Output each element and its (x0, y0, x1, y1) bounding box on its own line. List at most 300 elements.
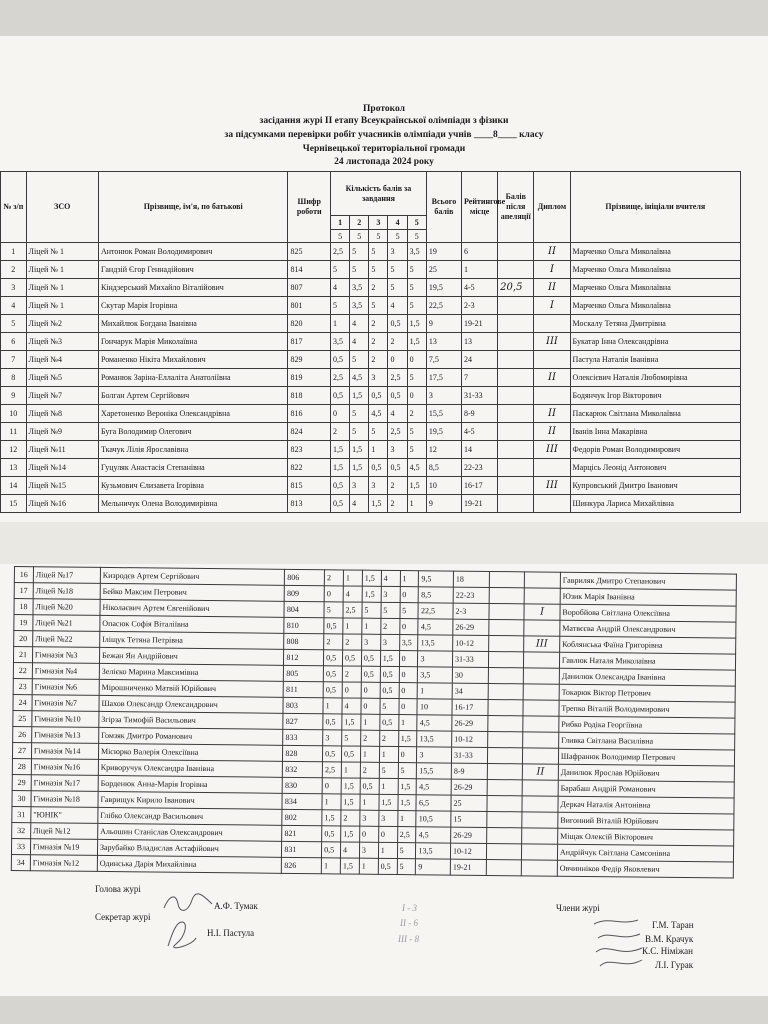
doc-date: 24 листопада 2024 року (334, 157, 434, 167)
row-diploma (522, 844, 558, 860)
row-score: 1 (343, 618, 362, 634)
row-total: 9 (416, 859, 451, 875)
row-diploma: І (534, 297, 570, 315)
row-score: 1,5 (342, 714, 361, 730)
results-body-page2 (11, 567, 736, 879)
row-score: 1 (362, 618, 381, 634)
col-scores: Кількість балів за завдання (331, 172, 427, 216)
row-num: 14 (1, 477, 27, 495)
row-rank: 1 (461, 261, 497, 279)
row-diploma: ІІ (534, 243, 570, 261)
row-rank: 14 (461, 441, 497, 459)
row-teacher: Коблянська Фаїна Григорівна (560, 636, 736, 654)
row-diploma (522, 828, 558, 844)
row-teacher: Федорів Роман Володимирович (570, 441, 740, 459)
row-total: 3 (418, 651, 453, 667)
row-score: 0,5 (388, 387, 407, 405)
row-teacher: Вигонний Віталій Юрійович (558, 812, 734, 830)
row-num: 23 (13, 678, 32, 694)
row-score: 0 (361, 698, 380, 714)
row-total: 15,5 (426, 405, 461, 423)
secretary-signature (162, 916, 200, 952)
row-name: Гуцуляк Анастасія Степанівна (98, 459, 288, 477)
row-code: 834 (282, 793, 322, 809)
row-diploma: ІІІ (534, 441, 570, 459)
row-num: 26 (13, 726, 32, 742)
row-score: 1,5 (407, 315, 426, 333)
row-school: Ліцей №5 (26, 369, 98, 387)
task-max: 5 (369, 230, 388, 243)
row-score: 1,5 (398, 779, 417, 795)
row-appeal (488, 619, 524, 635)
row-score: 3 (380, 634, 399, 650)
row-score: 1,5 (350, 441, 369, 459)
row-diploma (534, 387, 570, 405)
row-total: 4,5 (417, 779, 452, 795)
results-table-page2 (11, 566, 737, 879)
member-name: К.С. Нiмiжан (642, 946, 693, 956)
col-name: Прізвище, ім'я, по батькові (98, 172, 288, 243)
row-teacher: Токарюк Віктор Петрович (559, 684, 735, 702)
row-score: 3 (381, 586, 400, 602)
row-school: Ліцей №16 (26, 495, 98, 513)
row-teacher: Марченко Ольга Миколаївна (570, 279, 740, 297)
row-score: 5 (350, 423, 369, 441)
row-code: 832 (283, 761, 323, 777)
row-score: 0,5 (380, 714, 399, 730)
row-score: 0 (407, 351, 426, 369)
row-score: 4 (350, 315, 369, 333)
row-teacher: Андрійчук Світлана Самсонівна (557, 844, 733, 862)
row-score: 5 (388, 279, 407, 297)
row-score: 2 (388, 495, 407, 513)
row-code: 827 (283, 713, 323, 729)
row-school: Гімназія №10 (32, 711, 99, 728)
row-total: 4,5 (417, 715, 452, 731)
row-score: 2 (331, 423, 350, 441)
row-score: 1 (359, 858, 378, 874)
row-code: 826 (282, 857, 322, 873)
row-score: 1 (360, 746, 379, 762)
row-score: 5 (379, 762, 398, 778)
row-teacher: Пастула Наталія Іванівна (570, 351, 740, 369)
row-score: 5 (388, 261, 407, 279)
row-num: 34 (11, 854, 30, 870)
row-appeal (498, 333, 534, 351)
row-diploma: ІІ (523, 764, 559, 780)
table-row (1, 315, 741, 333)
row-name: Глібко Олександр Васильович (98, 807, 283, 825)
task-num: 3 (369, 216, 388, 230)
row-name: Кіндзерський Михайло Віталійович (98, 279, 288, 297)
row-code: 815 (288, 477, 331, 495)
row-num: 21 (13, 647, 32, 663)
row-teacher: Марченко Ольга Миколаївна (570, 243, 740, 261)
row-num: 31 (12, 806, 31, 822)
row-score: 0,5 (342, 650, 361, 666)
row-name: Гончарук Марія Миколаївна (98, 333, 288, 351)
row-score: 2 (360, 762, 379, 778)
row-school: Ліцей №20 (33, 599, 100, 616)
table-row (1, 351, 741, 369)
row-score: 1 (322, 794, 341, 810)
row-total: 9 (426, 315, 461, 333)
row-score: 4,5 (407, 459, 426, 477)
row-score: 1,5 (362, 586, 381, 602)
row-total: 13 (426, 333, 461, 351)
col-school: ЗСО (26, 172, 98, 243)
row-school: Гімназія №13 (32, 727, 99, 744)
row-score: 0,5 (324, 650, 343, 666)
row-school: Гімназія №7 (32, 695, 99, 712)
row-teacher: Трепко Віталій Володимирович (559, 700, 735, 718)
row-num: 20 (14, 631, 33, 647)
row-code: 811 (283, 681, 323, 697)
row-score: 1,5 (341, 794, 360, 810)
row-score: 0,5 (369, 387, 388, 405)
row-appeal (486, 859, 522, 875)
row-name: Гаврищук Кирило Іванович (98, 791, 283, 809)
task-num: 1 (331, 216, 350, 230)
row-school: Ліцей №14 (26, 459, 98, 477)
row-school: Гімназія №4 (32, 663, 99, 680)
row-score: 0,5 (324, 618, 343, 634)
row-code: 814 (288, 261, 331, 279)
row-total: 1 (418, 683, 453, 699)
row-diploma (524, 588, 560, 604)
row-appeal (488, 699, 524, 715)
row-code: 819 (288, 369, 331, 387)
row-score: 5 (381, 602, 400, 618)
row-score: 0,5 (341, 746, 360, 762)
table-row (1, 405, 741, 423)
row-code: 806 (285, 569, 325, 585)
member-name: Л.І. Гурак (655, 960, 694, 970)
row-school: Ліцей №21 (33, 615, 100, 632)
table-row (1, 279, 741, 297)
row-total: 10 (426, 477, 461, 495)
members-label: Члени журі (556, 903, 600, 913)
row-score: 1 (323, 698, 342, 714)
row-score: 0,5 (369, 459, 388, 477)
row-score: 0,5 (388, 315, 407, 333)
row-score: 2 (369, 333, 388, 351)
row-name: Романенко Нікіта Михайлович (98, 351, 288, 369)
row-teacher: Деркач Наталія Антонівна (558, 796, 734, 814)
row-diploma (522, 796, 558, 812)
row-rank: 4-5 (461, 279, 497, 297)
row-score: 0 (399, 667, 418, 683)
row-score: 1 (398, 715, 417, 731)
row-score: 3,5 (331, 333, 350, 351)
row-code: 818 (288, 387, 331, 405)
row-total: 3 (426, 387, 461, 405)
row-score: 3,5 (350, 297, 369, 315)
row-code: 820 (288, 315, 331, 333)
row-rank: 10-12 (450, 843, 486, 859)
row-num: 30 (12, 790, 31, 806)
row-score: 1 (321, 858, 340, 874)
row-score: 1,5 (362, 570, 381, 586)
table-row (1, 243, 741, 261)
row-score: 4 (340, 842, 359, 858)
row-score: 2 (369, 315, 388, 333)
row-total: 9,5 (419, 571, 454, 587)
row-score: 1,5 (322, 810, 341, 826)
row-score: 3 (359, 842, 378, 858)
row-score: 1,5 (340, 858, 359, 874)
row-appeal (486, 843, 522, 859)
row-rank: 4-5 (461, 423, 497, 441)
row-num: 1 (1, 243, 27, 261)
row-school: Гімназія №14 (31, 743, 98, 760)
row-score: 1 (341, 762, 360, 778)
row-score: 0,5 (360, 778, 379, 794)
row-diploma (525, 572, 561, 588)
row-school: Ліцей №22 (33, 631, 100, 648)
row-appeal (489, 571, 525, 587)
row-appeal (498, 405, 534, 423)
row-diploma (524, 652, 560, 668)
row-score: 1,5 (407, 477, 426, 495)
table-row (1, 297, 741, 315)
row-school: Ліцей №17 (33, 567, 100, 584)
row-score: 5 (331, 297, 350, 315)
row-name: Криворучук Олександра Іванівна (98, 759, 283, 777)
row-name: Мельничук Олена Володимирівна (98, 495, 288, 513)
row-code: 817 (288, 333, 331, 351)
task-max: 5 (350, 230, 369, 243)
doc-subtitle-1: засідання журі ІІ етапу Всеукраїнської олімпіади з фізики (259, 116, 509, 126)
row-code: 813 (288, 495, 331, 513)
row-teacher: Москалу Тетяна Дмитрівна (570, 315, 740, 333)
row-score: 1,5 (407, 333, 426, 351)
row-diploma: ІІ (534, 279, 570, 297)
row-score: 5 (342, 730, 361, 746)
row-diploma: ІІ (534, 369, 570, 387)
table-row (1, 441, 741, 459)
row-total: 15,5 (417, 763, 452, 779)
row-score: 5 (407, 369, 426, 387)
row-name: Харетоненко Вероніка Олександрівна (98, 405, 288, 423)
row-score: 0,5 (323, 682, 342, 698)
row-rank: 26-29 (453, 619, 489, 635)
row-rank: 18 (453, 571, 489, 587)
row-name: Болган Артем Сергійович (98, 387, 288, 405)
row-teacher: Барабаш Андрій Романович (558, 780, 734, 798)
row-code: 824 (288, 423, 331, 441)
row-total: 13,5 (416, 843, 451, 859)
row-score: 2,5 (322, 762, 341, 778)
row-num: 27 (12, 742, 31, 758)
row-name: Гомзяк Дмитро Романович (99, 727, 284, 745)
row-score: 0 (398, 747, 417, 763)
row-school: Ліцей №18 (33, 583, 100, 600)
row-score: 1,5 (350, 387, 369, 405)
head-label: Голова журі (95, 884, 141, 894)
row-score: 4 (350, 495, 369, 513)
col-total: Всього балів (426, 172, 461, 243)
row-school: "ЮНІК" (31, 807, 98, 824)
row-score: 5 (407, 279, 426, 297)
row-teacher: Шафранюк Володимир Петрович (558, 748, 734, 766)
row-teacher: Матвєєва Андрій Олександрович (560, 620, 736, 638)
row-score: 0 (342, 682, 361, 698)
row-score: 1 (343, 570, 362, 586)
row-code: 803 (283, 697, 323, 713)
row-teacher: Юзик Марія Іванівна (560, 588, 736, 606)
row-score: 0,5 (388, 459, 407, 477)
row-teacher: Овчинніков Федір Яковлевич (557, 860, 733, 878)
row-total: 22,5 (426, 297, 461, 315)
row-name: Опасюк Софія Віталіївна (100, 615, 285, 633)
row-score: 5 (398, 763, 417, 779)
row-school: Ліцей №3 (26, 333, 98, 351)
row-rank: 24 (461, 351, 497, 369)
row-total: 17,5 (426, 369, 461, 387)
row-score: 3 (323, 730, 342, 746)
row-school: Гімназія №17 (31, 775, 98, 792)
row-name: Бейко Максим Петрович (100, 583, 285, 601)
row-score: 3 (388, 243, 407, 261)
row-teacher: Воробйова Світлана Олексіївна (560, 604, 736, 622)
row-school: Ліцей №2 (26, 315, 98, 333)
row-num: 19 (14, 615, 33, 631)
row-name: Кизродєв Артем Сергійович (100, 567, 285, 585)
row-score: 0 (388, 351, 407, 369)
row-code: 831 (282, 841, 322, 857)
row-score: 1,5 (369, 495, 388, 513)
secretary-label: Секретар журі (95, 912, 151, 922)
row-score: 3 (369, 369, 388, 387)
row-teacher: Данилюк Ярослав Юрійович (558, 764, 734, 782)
row-num: 15 (1, 495, 27, 513)
results-table-page1 (0, 171, 741, 513)
row-rank: 26-29 (452, 715, 488, 731)
row-score: 0,5 (323, 666, 342, 682)
row-rank: 19-21 (450, 859, 486, 875)
row-code: 822 (288, 459, 331, 477)
row-total: 13,5 (418, 635, 453, 651)
row-score: 0 (399, 619, 418, 635)
row-rank: 8-9 (461, 405, 497, 423)
row-score: 2 (388, 333, 407, 351)
row-code: 828 (283, 745, 323, 761)
row-diploma (534, 351, 570, 369)
row-score: 4 (381, 570, 400, 586)
row-diploma: І (534, 261, 570, 279)
row-total: 12 (426, 441, 461, 459)
row-score: 2,5 (331, 243, 350, 261)
row-score: 1,5 (398, 795, 417, 811)
row-appeal (498, 423, 534, 441)
row-code: 807 (288, 279, 331, 297)
row-score: 1,5 (341, 826, 360, 842)
row-school: Гімназія №16 (31, 759, 98, 776)
row-total: 8,5 (419, 587, 454, 603)
row-rank: 16-17 (452, 699, 488, 715)
row-name: Ткачук Лілія Ярославівна (98, 441, 288, 459)
row-name: Ніколаєвич Артем Євгенійович (100, 599, 285, 617)
row-score: 5 (350, 351, 369, 369)
row-score: 5 (350, 243, 369, 261)
row-total: 3 (417, 747, 452, 763)
row-diploma (523, 716, 559, 732)
row-diploma (534, 459, 570, 477)
row-score: 2,5 (331, 369, 350, 387)
row-score: 5 (407, 261, 426, 279)
row-score: 5 (350, 261, 369, 279)
row-diploma (523, 732, 559, 748)
row-name: Борденюк Анна-Марія Ігорівна (98, 775, 283, 793)
row-score: 3 (369, 477, 388, 495)
row-score: 0 (360, 826, 379, 842)
row-name: Зелієко Марина Максимівна (99, 663, 284, 681)
row-code: 808 (284, 633, 324, 649)
row-score: 1 (397, 811, 416, 827)
row-score: 0,5 (331, 495, 350, 513)
row-rank: 26-29 (451, 779, 487, 795)
row-diploma (523, 748, 559, 764)
row-score: 3 (362, 634, 381, 650)
row-rank: 31-33 (461, 387, 497, 405)
row-score: 5 (400, 603, 419, 619)
row-total: 19,5 (426, 279, 461, 297)
row-score: 0 (331, 405, 350, 423)
row-rank: 19-21 (461, 315, 497, 333)
row-score: 5 (331, 261, 350, 279)
row-score: 4 (388, 297, 407, 315)
row-appeal (498, 351, 534, 369)
row-code: 829 (288, 351, 331, 369)
row-appeal: 20,5 (498, 279, 534, 297)
row-teacher: Олексієвич Наталія Любомирівна (570, 369, 740, 387)
row-score: 0,5 (380, 682, 399, 698)
row-name: Мірошниченко Матвій Юрійович (99, 679, 284, 697)
row-score: 0,5 (331, 387, 350, 405)
row-score: 5 (397, 859, 416, 875)
row-score: 1 (379, 778, 398, 794)
row-score: 1,5 (331, 459, 350, 477)
row-diploma (534, 315, 570, 333)
row-code: 833 (283, 729, 323, 745)
table-row (1, 423, 741, 441)
row-rank: 22-23 (461, 459, 497, 477)
row-score: 2 (341, 810, 360, 826)
row-score: 4 (342, 698, 361, 714)
row-score: 0,5 (323, 714, 342, 730)
row-score: 5 (350, 405, 369, 423)
row-code: 825 (288, 243, 331, 261)
row-school: Ліцей № 1 (26, 297, 98, 315)
row-teacher: Гавлюк Наталя Миколаївна (559, 652, 735, 670)
row-total: 10 (417, 699, 452, 715)
row-rank: 6 (461, 243, 497, 261)
row-code: 821 (282, 825, 322, 841)
row-num: 18 (14, 599, 33, 615)
row-rank: 16-17 (461, 477, 497, 495)
row-score: 1 (407, 495, 426, 513)
results-body-page1 (1, 243, 741, 513)
row-school: Ліцей №8 (26, 405, 98, 423)
doc-title: Протокол (363, 104, 405, 114)
row-school: Ліцей №12 (31, 823, 98, 840)
row-code: 801 (288, 297, 331, 315)
row-teacher: Гавриляк Дмитро Степанович (560, 572, 736, 590)
row-num: 32 (12, 822, 31, 838)
row-score: 0 (400, 587, 419, 603)
row-score: 0 (378, 826, 397, 842)
